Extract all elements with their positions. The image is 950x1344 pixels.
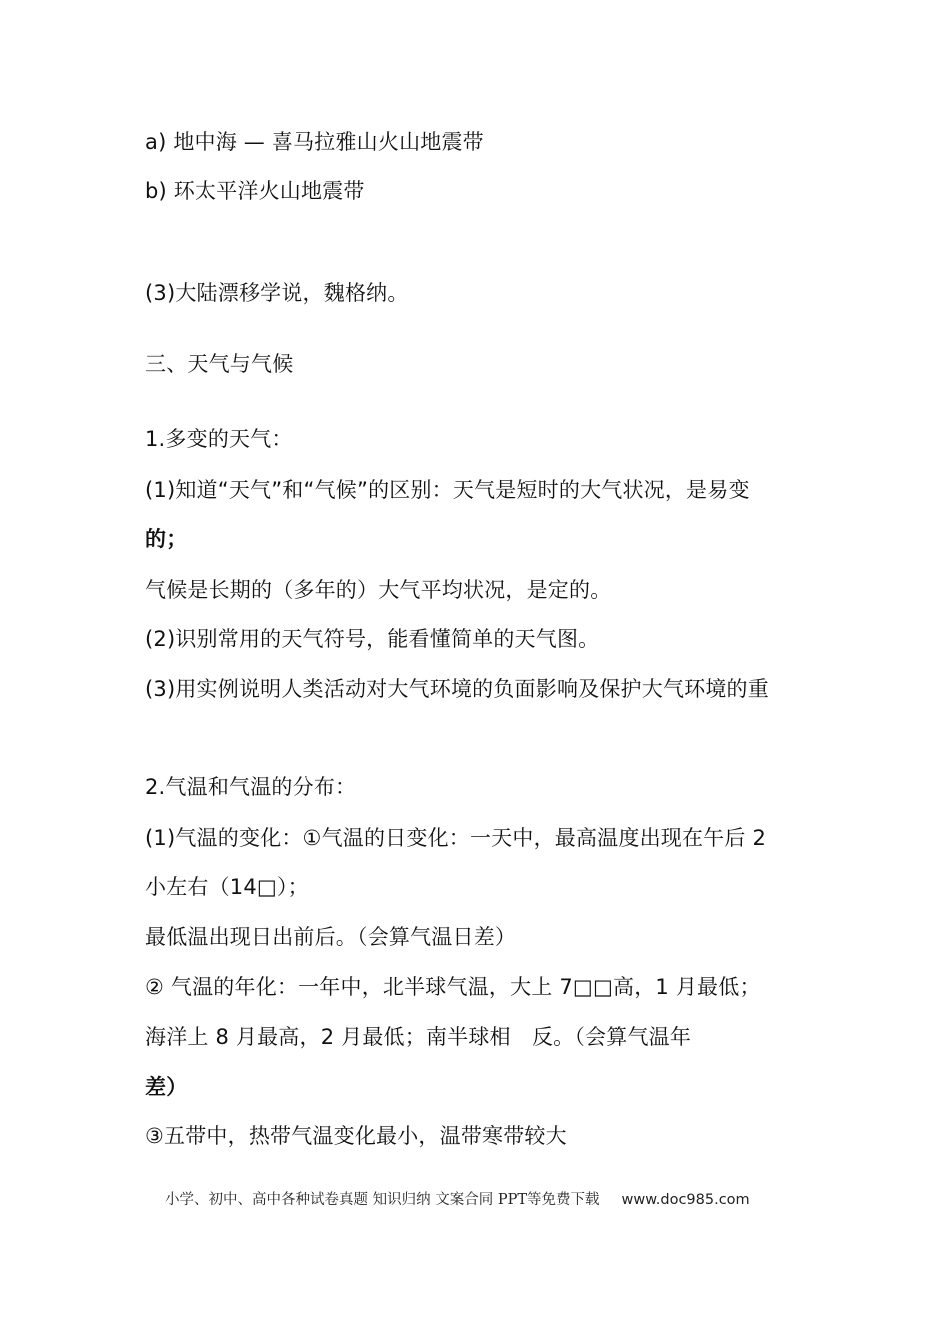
text-line-earthquake-belt-a: a) 地中海 — 喜马拉雅山火山地震带 (145, 130, 484, 154)
text-line-weather-symbols: (2)识别常用的天气符号，能看懂简单的天气图。 (145, 627, 600, 651)
section-heading-weather-climate: 三、天气与气候 (145, 352, 294, 376)
page-footer (165, 1190, 750, 1210)
text-line-climate-definition: 气候是长期的（多年的）大气平均状况，是定的。 (145, 578, 612, 602)
text-line-annual-range-continued: 差） (145, 1075, 188, 1099)
text-line-human-impact: (3)用实例说明人类活动对大气环境的负面影响及保护大气环境的重 (145, 677, 769, 701)
subheading-changing-weather: 1.多变的天气： (145, 427, 293, 451)
text-line-five-zones: ③五带中，热带气温变化最小，温带寒带较大 (145, 1124, 567, 1148)
footer-text: 小学、初中、高中各种试卷真题 知识归纳 文案合同 PPT等免费下载 (165, 1192, 600, 1208)
text-line-lowest-temperature: 最低温出现日出前后。（会算气温日差） (145, 925, 517, 949)
text-line-earthquake-belt-b: b) 环太平洋火山地震带 (145, 179, 365, 203)
footer-url[interactable]: www.doc985.com (621, 1192, 750, 1208)
text-line-daily-temperature-continued: 小左右（14□）； (145, 875, 309, 899)
text-line-weather-continued: 的； (145, 527, 188, 551)
text-line-ocean-temperature: 海洋上 8 月最高，2 月最低；南半球相 反。（会算气温年 (145, 1025, 692, 1049)
subheading-temperature-distribution: 2.气温和气温的分布： (145, 775, 357, 799)
text-line-continental-drift: (3)大陆漂移学说，魏格纳。 (145, 281, 409, 305)
text-line-weather-vs-climate: (1)知道“天气”和“气候”的区别：天气是短时的大气状况，是易变 (145, 478, 750, 502)
text-line-annual-temperature-change: ② 气温的年化：一年中，北半球气温，大上 7□□高，1 月最低； (145, 975, 761, 999)
text-line-daily-temperature-change: (1)气温的变化：①气温的日变化：一天中，最高温度出现在午后 2 (145, 826, 767, 850)
